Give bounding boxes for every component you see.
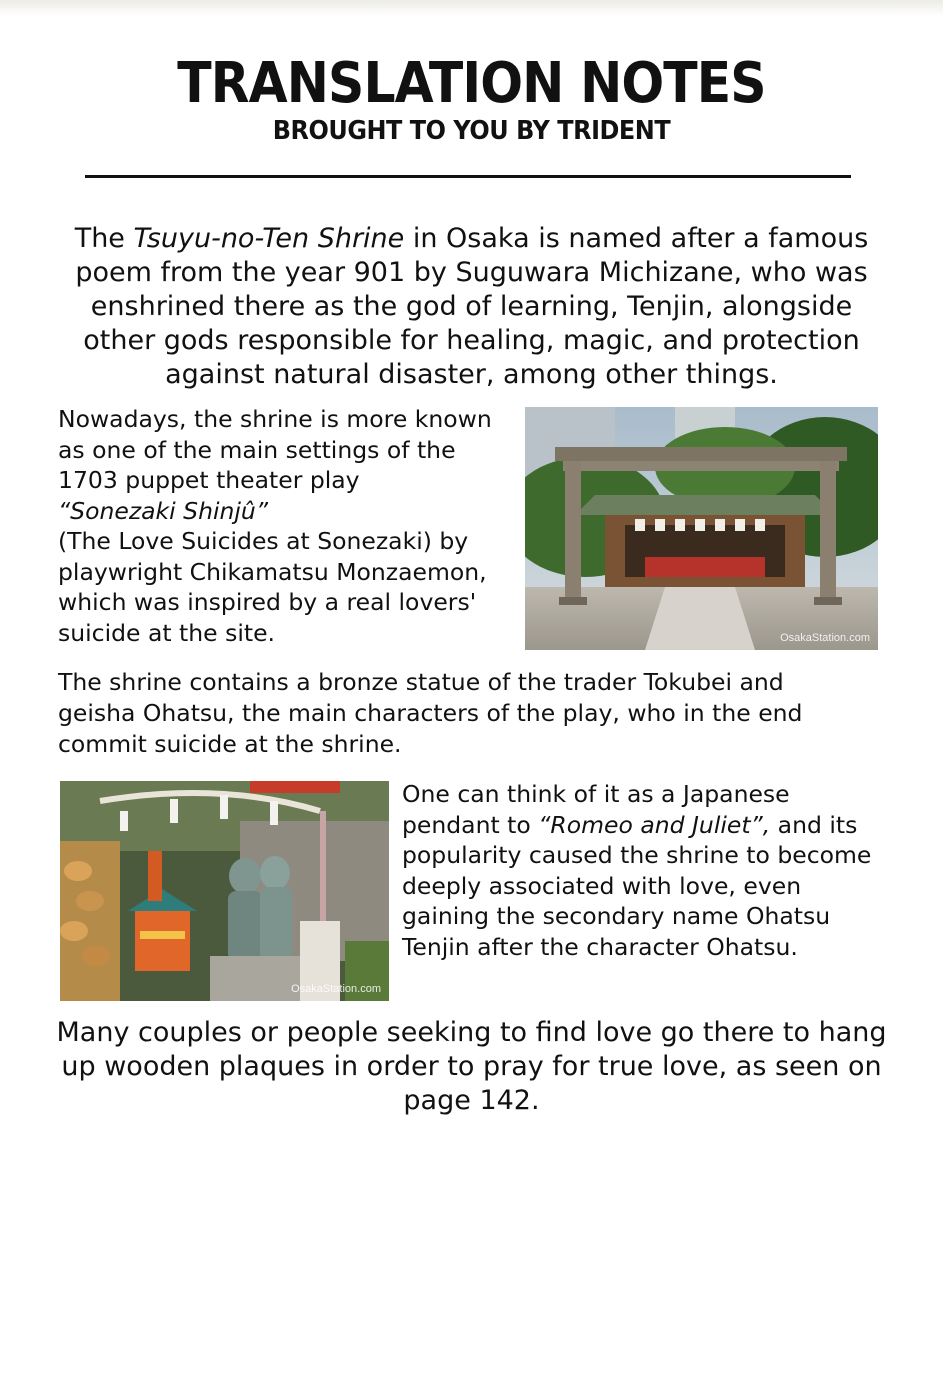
- shrine-photo-watermark: OsakaStation.com: [780, 632, 870, 644]
- page-title: TRANSLATION NOTES: [177, 51, 766, 116]
- header: [0, 52, 943, 146]
- statue-photo: [60, 781, 389, 1001]
- statue-photo-watermark: OsakaStation.com: [291, 983, 381, 995]
- romeo-paragraph: One can think of it as a Japanese pendant to “Romeo and Juliet”, and its popularity caused the shrine to become deeply associated with love, even gaining the secondary name Ohatsu Tenjin after the character Ohatsu.: [402, 780, 872, 961]
- setting-paragraph: Nowadays, the shrine is more known as one of the main settings of the 1703 puppet theater play “Sonezaki Shinjû” (The Love Suicides at Sonezaki) by playwright Chikamatsu Monzaemon, which was inspired by a real lovers' suicide at the site.: [58, 405, 492, 647]
- page-subtitle: BROUGHT TO YOU BY TRIDENT: [272, 116, 671, 146]
- header-divider: [85, 175, 851, 178]
- shrine-gate-photo: [525, 407, 878, 650]
- intro-paragraph: The Tsuyu-no-Ten Shrine in Osaka is named after a famous poem from the year 901 by Suguwara Michizane, who was enshrined there as the god of learning, Tenjin, alongside other gods responsible for healing, magic, and protection against natural disaster, among other things.: [74, 223, 869, 390]
- paper-texture: [0, 0, 943, 16]
- statue-paragraph: The shrine contains a bronze statue of the trader Tokubei and geisha Ohatsu, the main characters of the play, who in the end commit suicide at the shrine.: [58, 668, 803, 758]
- closing-paragraph: Many couples or people seeking to find love go there to hang up wooden plaques in order to pray for true love, as seen on page 142.: [56, 1017, 887, 1116]
